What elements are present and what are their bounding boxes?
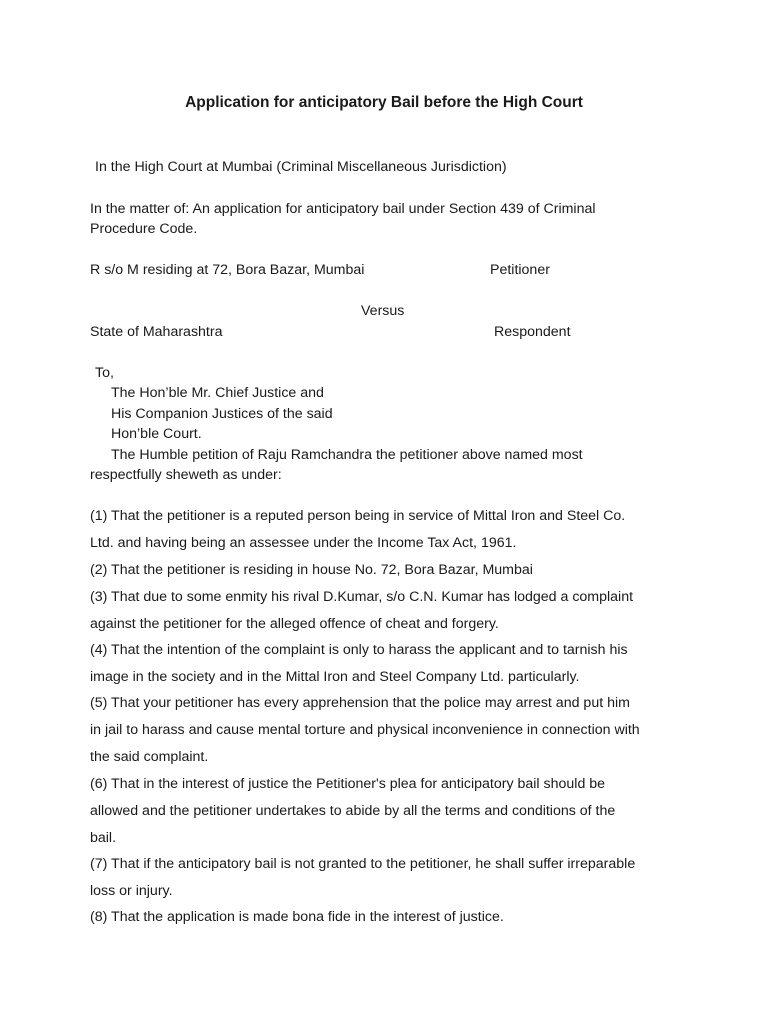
clause-4-line-2: image in the society and in the Mittal Iron and Steel Company Ltd. particularly. xyxy=(90,669,580,685)
petitioner-role: Petitioner xyxy=(490,262,550,278)
clause-8-line-1: (8) That the application is made bona fide in the interest of justice. xyxy=(90,909,504,925)
document-title: Application for anticipatory Bail before the High Court xyxy=(185,94,583,111)
clause-2-line-1: (2) That the petitioner is residing in house No. 72, Bora Bazar, Mumbai xyxy=(90,562,533,578)
respondent-role: Respondent xyxy=(494,324,571,340)
versus-label: Versus xyxy=(361,303,405,319)
clause-7-line-2: loss or injury. xyxy=(90,883,173,899)
clause-3-line-2: against the petitioner for the alleged offence of cheat and forgery. xyxy=(90,616,499,632)
address-line-3: Hon’ble Court. xyxy=(111,426,202,442)
clause-6-line-3: bail. xyxy=(90,830,117,846)
petition-intro-line-2: respectfully sheweth as under: xyxy=(90,467,282,483)
clause-5-line-1: (5) That your petitioner has every apprehension that the police may arrest and put him xyxy=(90,695,630,711)
address-line-2: His Companion Justices of the said xyxy=(111,406,333,422)
clause-5-line-3: the said complaint. xyxy=(90,749,209,765)
clause-6-line-2: allowed and the petitioner undertakes to abide by all the terms and conditions of the xyxy=(90,803,616,819)
court-line: In the High Court at Mumbai (Criminal Miscellaneous Jurisdiction) xyxy=(95,159,507,175)
clause-7-line-1: (7) That if the anticipatory bail is not granted to the petitioner, he shall suffer irreparable xyxy=(90,856,636,872)
clause-4-line-1: (4) That the intention of the complaint is only to harass the applicant and to tarnish his xyxy=(90,642,628,658)
petitioner-name: R s/o M residing at 72, Bora Bazar, Mumbai xyxy=(90,262,365,278)
clause-6-line-1: (6) That in the interest of justice the Petitioner's plea for anticipatory bail should be xyxy=(90,776,606,792)
address-to: To, xyxy=(95,365,114,381)
petition-intro-line-1: The Humble petition of Raju Ramchandra the petitioner above named most xyxy=(111,447,583,463)
respondent-name: State of Maharashtra xyxy=(90,324,223,340)
clause-3-line-1: (3) That due to some enmity his rival D.Kumar, s/o C.N. Kumar has lodged a complaint xyxy=(90,589,634,605)
clause-1-line-2: Ltd. and having being an assessee under the Income Tax Act, 1961. xyxy=(90,535,517,551)
matter-line-2: Procedure Code. xyxy=(90,221,198,237)
clause-5-line-2: in jail to harass and cause mental torture and physical inconvenience in connection with xyxy=(90,722,640,738)
matter-line-1: In the matter of: An application for anticipatory bail under Section 439 of Criminal xyxy=(90,201,596,217)
clause-1-line-1: (1) That the petitioner is a reputed person being in service of Mittal Iron and Steel Co. xyxy=(90,508,626,524)
address-line-1: The Hon’ble Mr. Chief Justice and xyxy=(111,385,324,401)
